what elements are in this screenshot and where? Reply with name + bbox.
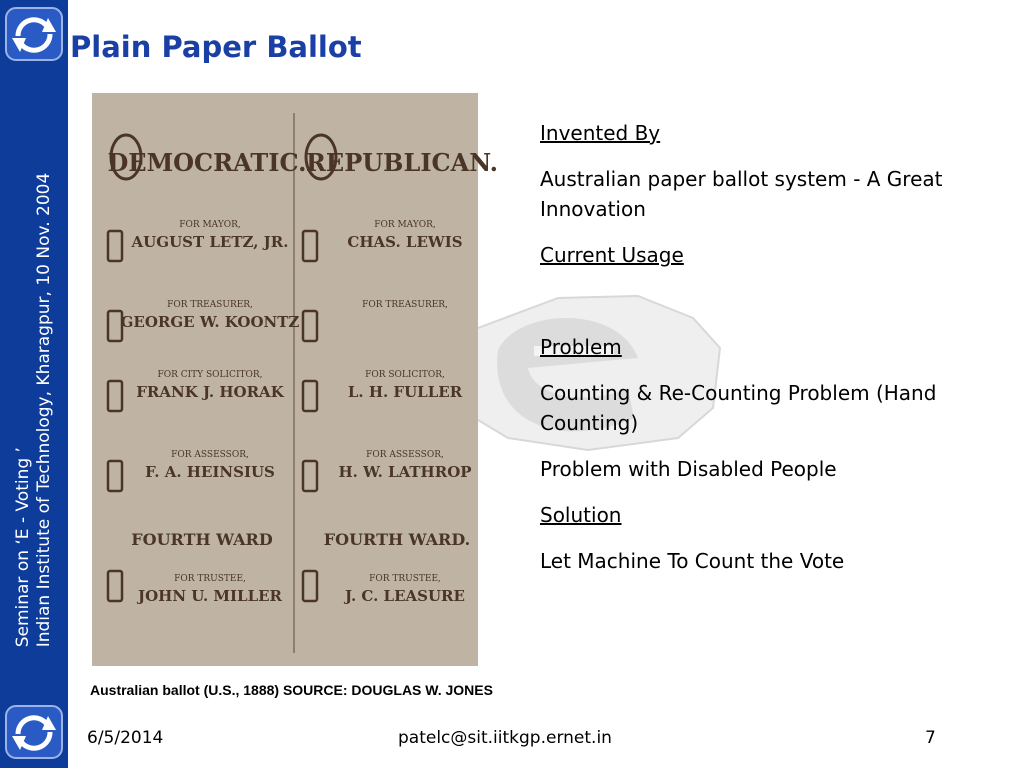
candidate-name: AUGUST LETZ, JR. — [131, 233, 289, 251]
sidebar — [0, 0, 68, 768]
ballot-image — [92, 93, 499, 666]
slide-title: Plain Paper Ballot — [70, 30, 362, 64]
footer-date: 6/5/2014 — [87, 728, 164, 748]
candidate-name: F. A. HEINSIUS — [145, 463, 275, 481]
candidate-name: JOHN U. MILLER — [137, 587, 283, 605]
heading-problem: Problem — [540, 335, 622, 359]
image-caption: Australian ballot (U.S., 1888) SOURCE: DOUGLAS W. JONES — [90, 682, 493, 698]
office-label: FOR ASSESSOR, — [171, 450, 249, 460]
bullet-disabled-people: Problem with Disabled People — [540, 457, 837, 481]
office-label: FOR CITY SOLICITOR, — [157, 370, 263, 380]
sidebar-institute-line: Indian Institute of Technology, Kharagpur, 10 Nov. 2004 — [34, 172, 54, 648]
refresh-logo-icon — [4, 6, 64, 62]
checkbox-square — [108, 231, 122, 261]
checkbox-square — [303, 311, 317, 341]
candidate-name: J. C. LEASURE — [345, 587, 465, 605]
refresh-logo-icon — [4, 704, 64, 760]
slide-content — [540, 118, 970, 592]
checkbox-square — [303, 381, 317, 411]
party-name: DEMOCRATIC. — [107, 148, 307, 177]
checkbox-square — [108, 381, 122, 411]
footer-page-number: 7 — [925, 728, 936, 748]
office-label: FOR TRUSTEE, — [174, 574, 246, 584]
candidate-name: L. H. FULLER — [347, 383, 463, 401]
candidate-name: CHAS. LEWIS — [347, 233, 463, 251]
heading-current-usage: Current Usage — [540, 243, 684, 267]
office-label: FOR TREASURER, — [362, 300, 448, 310]
checkbox-square — [303, 231, 317, 261]
candidate-name: FRANK J. HORAK — [136, 383, 284, 401]
checkbox-square — [108, 571, 122, 601]
checkbox-square — [108, 461, 122, 491]
ward-label: FOURTH WARD — [131, 530, 273, 549]
checkbox-square — [303, 461, 317, 491]
heading-solution: Solution — [540, 503, 622, 527]
checkbox-square — [303, 571, 317, 601]
party-name: REPUBLICAN. — [305, 148, 499, 177]
candidate-name: H. W. LATHROP — [338, 463, 472, 481]
sidebar-caption — [13, 173, 55, 648]
office-label: FOR SOLICITOR, — [365, 370, 445, 380]
ward-label: FOURTH WARD. — [323, 530, 471, 549]
heading-invented-by: Invented By — [540, 121, 661, 145]
content-spacer — [540, 286, 970, 332]
bullet-australian-ballot: Australian paper ballot system - A Great Innovation — [540, 167, 943, 221]
office-label: FOR MAYOR, — [179, 220, 241, 230]
bullet-counting-problem: Counting & Re-Counting Problem (Hand Counting) — [540, 381, 937, 435]
footer-email: patelc@sit.iitkgp.ernet.in — [398, 728, 612, 748]
office-label: FOR ASSESSOR, — [366, 450, 444, 460]
sidebar-seminar-line: Seminar on ‘E - Voting ’ — [13, 447, 33, 648]
bullet-machine-count: Let Machine To Count the Vote — [540, 549, 845, 573]
ballot-paper — [92, 93, 499, 666]
office-label: FOR TRUSTEE, — [369, 574, 441, 584]
candidate-name: GEORGE W. KOONTZ — [120, 313, 300, 331]
office-label: FOR MAYOR, — [374, 220, 436, 230]
office-label: FOR TREASURER, — [167, 300, 253, 310]
